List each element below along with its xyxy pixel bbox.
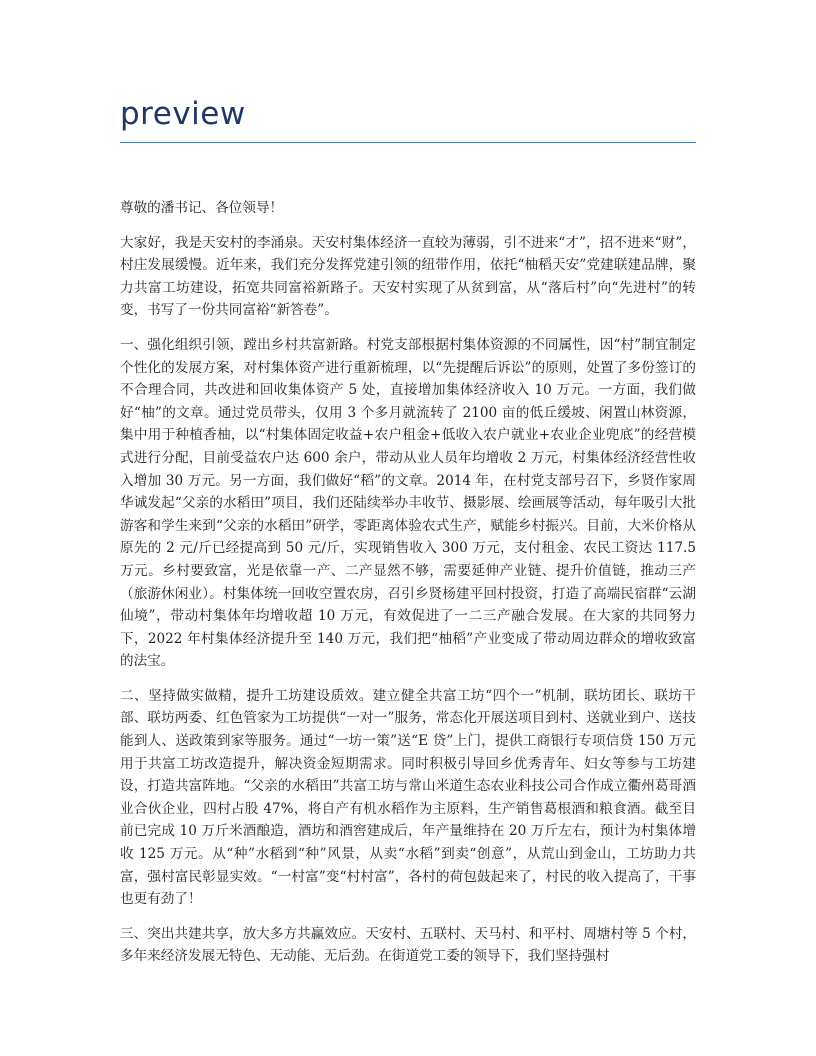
section-one-paragraph: 一、强化组织引领，蹚出乡村共富新路。村党支部根据村集体资源的不同属性，因“村”制宜制定个性化的发展方案，对村集体资产进行重新梳理，以“先提醒后诉讼”的原则，处置了多份签订的不合理合同，共改进和回收集体资产 5 处，直接增加集体经济收入 10 万元。一方面，我们做好“柚”的文章。通过党员带头，仅用 3 个多月就流转了 2100 亩的低丘缓坡、闲置山林资源，集中用于种植香柚，以“村集体固定收益+农户租金+低收入农户就业+农业企业兜底”的经营模式进行分配，目前受益农户达 600 余户，带动从业人员年均增收 2 万元，村集体经济经营性收入增加 30 万元。另一方面，我们做好“稻”的文章。2014 年，在村党支部号召下，乡贤作家周华诚发起“父亲的水稻田”项目，我们还陆续举办丰收节、摄影展、绘画展等活动，每年吸引大批游客和学生来到“父亲的水稻田”研学，零距离体验农式生产，赋能乡村振兴。目前，大米价格从原先的 2 元/斤已经提高到 50 元/斤，实现销售收入 300 万元，支付租金、农民工资达 117.5 万元。乡村要致富，光是依靠一产、二产显然不够，需要延伸产业链、提升价值链，推动三产（旅游休闲业）。村集体统一回收空置农房，召引乡贤杨建平回村投资，打造了高端民宿群“云湖仙境”，带动村集体年均增收超 10 万元，有效促进了一二三产融合发展。在大家的共同努力下，2022 年村集体经济提升至 140 万元，我们把“柚稻”产业变成了带动周边群众的增收致富的法宝。 [120, 336, 696, 670]
intro-paragraph: 大家好，我是天安村的李涌泉。天安村集体经济一直较为薄弱，引不进来“才”，招不进来“财”，村庄发展缓慢。近年来，我们充分发挥党建引领的纽带作用，依托“柚稻天安”党建联建品牌，聚力共富工坊建设，拓宽共同富裕新路子。天安村实现了从贫到富，从“落后村”向“先进村”的转变，书写了一份共同富裕“新答卷”。 [120, 234, 696, 319]
section-two-paragraph: 二、坚持做实做精，提升工坊建设质效。建立健全共富工坊“四个一”机制，联坊团长、联坊干部、联坊两委、红色管家为工坊提供“一对一”服务，常态化开展送项目到村、送就业到户、送技能到人、送政策到家等服务。通过“一坊一策”送“E 贷”上门，提供工商银行专项信贷 150 万元用于共富工坊改造提升，解决资金短期需求。同时积极引导回乡优秀青年、妇女等参与工坊建设，打造共富阵地。“父亲的水稻田”共富工坊与常山米道生态农业科技公司合作成立衢州葛哥酒业合伙企业，四村占股 47%，将自产有机水稻作为主原料，生产销售葛根酒和粮食酒。截至目前已完成 10 万斤米酒酿造，酒坊和酒窖建成后，年产量维持在 20 万斤左右，预计为村集体增收 125 万元。从“种”水稻到“种”风景，从卖“水稻”到卖“创意”，从荒山到金山，工坊助力共富，强村富民彰显实效。“一村富”变“村村富”，各村的荷包鼓起来了，村民的收入提高了，干事也更有劲了！ [120, 687, 696, 908]
document-body [120, 197, 696, 980]
document-title: preview [120, 96, 246, 132]
salutation-paragraph: 尊敬的潘书记、各位领导！ [120, 200, 284, 216]
title-divider [120, 142, 696, 143]
section-three-paragraph: 三、突出共建共享，放大多方共赢效应。天安村、五联村、天马村、和平村、周塘村等 5 个村，多年来经济发展无特色、无动能、无后劲。在街道党工委的领导下，我们坚持强村 [120, 925, 696, 965]
